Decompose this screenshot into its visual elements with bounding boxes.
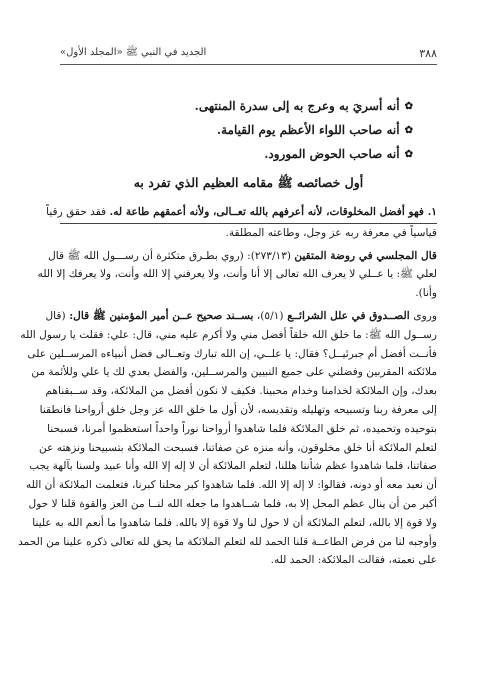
body-text	[18, 203, 437, 574]
bullet-item	[60, 142, 413, 166]
bullet-item	[60, 94, 413, 118]
majlisi-paragraph	[37, 247, 437, 303]
text-line: صفاتنا، فلما شاهدوا عظم شأننا هللنا، لتعلم الملائكة أن لا إله إلا الله وأنا عبيد ولسنا بآلهة يجب	[29, 460, 437, 473]
flower-bullet-icon: ✿	[404, 124, 413, 136]
text-line: بتوحيده وتحميده، ثم خلق الملائكة فلما شاهدوا أرواحنا نوراً واحداً استعظموا أمرنا، فسبحنا	[47, 422, 437, 435]
saduq-chain: بســند صحيح عــن أمير المؤمنين ﷺ قال:	[65, 309, 254, 322]
point-one-heading: ١. فهو أفضل المخلوقات، لأنه أعرفهم بالله تعــالى، ولأنه أعمقهم طاعة له.	[109, 206, 437, 218]
text-line: على نعمته، فقالت الملائكة: الحمد لله.	[270, 554, 437, 567]
point-one-text: فقد حقق رقياً	[46, 206, 110, 218]
bullet-item	[60, 118, 413, 142]
text-line: فأنــت أفضل أم جبرئيــل؟ فقال: يا علــي، إن الله تبارك وتعــالى فضل أنبياءه المرســلين على	[27, 347, 437, 360]
bullet-list	[60, 94, 413, 166]
running-title: الجديد في النبي ﷺ «المجلد الأول»	[60, 47, 207, 58]
flower-bullet-icon: ✿	[404, 148, 413, 160]
text-line: قياسياً في معرفة ربه عز وجل، وطاعته المطلقة.	[225, 226, 437, 239]
saduq-reference: (٥/١)،	[253, 309, 284, 322]
bullet-text: أنه صاحب اللواء الأعظم يوم القيامة.	[216, 123, 400, 137]
text-line: وأنا).	[415, 287, 437, 300]
header-divider	[60, 64, 437, 65]
section-subtitle: أول خصائصه ﷺ مقامه العظيم الذي تفرد به	[133, 175, 364, 190]
saduq-source: الصــدوق في علل الشرائــع	[283, 309, 414, 322]
text-line	[48, 247, 437, 266]
point-one-paragraph	[46, 203, 437, 243]
bullet-text: أنه أسريَ به وعرج به إلى سدرة المنتهى.	[194, 99, 400, 113]
text-line: لعلي ﷺ: يا عــلي لا يعرف الله تعالى إلا أنا وأنت، ولا يعرفني إلا الله وأنت، ولا يعرفك إلا الله	[37, 268, 437, 281]
flower-bullet-icon: ✿	[404, 100, 413, 112]
majlisi-text: (٢٧٣/١٣): (روي بطـرق متكثرة أن رســـول الله ﷺ قال	[48, 249, 292, 262]
text-line: بعدك، وإن الملائكة لخدامنا وخدام محبينا. فكيف لا نكون أفضل من الملائكة، وقد ســبقناهم	[45, 385, 437, 398]
text-line	[45, 307, 437, 326]
point-one-line	[46, 203, 437, 224]
saduq-paragraph	[18, 307, 437, 570]
text-line: أن نعبد معه أو دونه، فقالوا: لا إله إلا الله. فلما شاهدوا كبر محلنا كبرنا، فتعلمت الملائكة أن الله	[25, 479, 437, 492]
text-line: ملائكته المقربين وفضلني على جميع النبيين والمرســلين، والفضل بعدي لك يا علي وللأئمة من	[31, 366, 437, 379]
text-line: ولا قوة إلا بالله، لتعلم الملائكة أن لا حول لنا ولا قوة إلا بالله. فلما شاهدوا ما أنعم الله به علينا	[32, 516, 437, 529]
text-line: إلى معرفة ربنا وتسبيحه وتهليله وتقديسه، لأن أول ما خلق الله عز وجل خلق أرواحنا فانطقنا	[39, 403, 437, 416]
text-line: أكبر من أن ينال عظم المحل إلا به، فلما شــاهدوا ما جعله الله لنــا من العز والقوة قلنا لا حول	[28, 497, 437, 510]
saduq-lead: وروى	[413, 309, 437, 322]
text-line: وأوجبه لنا من فرض الطاعــة قلنا الحمد لله لتعلم الملائكة ما يحق لله تعالى ذكره علينا من الحمد	[18, 535, 437, 548]
saduq-quote-start: (قال	[45, 309, 66, 322]
text-line: رســول الله ﷺ: ما خلق الله خلقاً أفضل مني ولا أكرم عليه مني، قال: علي: فقلت يا رسول الله	[20, 328, 437, 341]
bullet-text: أنه صاحب الحوض المورود.	[264, 147, 400, 161]
majlisi-citation: قال المجلسي في روضة المتقين	[294, 249, 437, 262]
page-header	[60, 44, 437, 62]
page-number: ٣٨٨	[419, 46, 437, 60]
text-line: لتعلم الملائكة أنا خلق مخلوقون، وأنه منزه عن صفاتنا، فسبحت الملائكة بتسبيحنا ونزهته عن	[39, 441, 437, 454]
